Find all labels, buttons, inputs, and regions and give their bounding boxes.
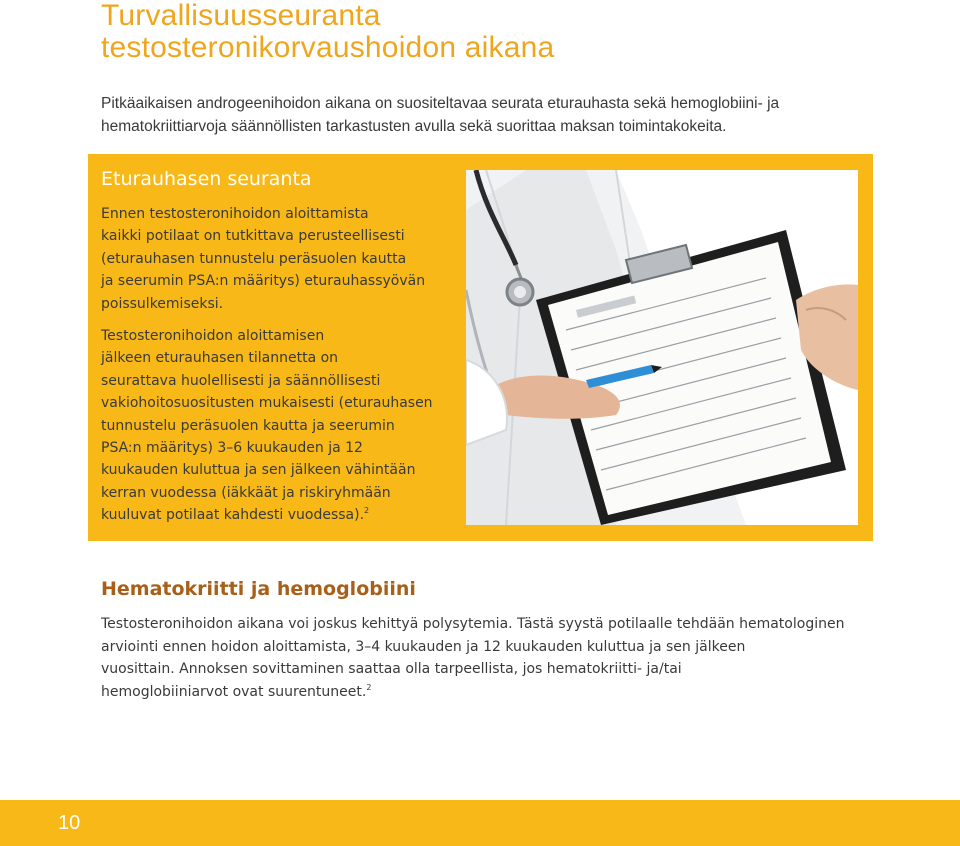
prostate-p2-line: vakiohoitosuositusten mukaisesti (eturauhasen — [101, 395, 433, 412]
prostate-p2-line: seurattava huolellisesti ja säännöllisesti — [101, 372, 381, 389]
hematocrit-line: arviointi ennen hoidon aloittamista, 3–4 kuukauden ja 12 kuukauden kuluttua ja sen jälkeen — [101, 638, 746, 655]
prostate-monitoring-heading: Eturauhasen seuranta — [101, 168, 312, 190]
reference-superscript: 2 — [366, 682, 372, 692]
prostate-p2-line: PSA:n määritys) 3–6 kuukauden ja 12 — [101, 440, 363, 457]
hematocrit-line-last — [101, 681, 901, 704]
prostate-p2-line: kerran vuodessa (iäkkäät ja riskiryhmään — [101, 484, 391, 501]
doctor-illustration — [466, 170, 858, 525]
reference-superscript: 2 — [364, 506, 370, 516]
hematocrit-heading: Hematokriitti ja hemoglobiini — [101, 578, 416, 600]
intro-line-2: hematokriittiarvoja säännöllisten tarkastusten avulla sekä suorittaa maksan toimintakokeita. — [101, 118, 727, 135]
intro-line-1: Pitkäaikaisen androgeenihoidon aikana on suositeltavaa seurata eturauhasta sekä hemoglobiini- ja — [101, 95, 780, 112]
prostate-p1-line: kaikki potilaat on tutkittava perusteellisesti — [101, 228, 405, 245]
prostate-p2-line: tunnustelu peräsuolen kautta ja seerumin — [101, 417, 395, 434]
doctor-with-clipboard-photo — [466, 170, 858, 525]
page-footer — [0, 800, 960, 846]
hematocrit-line: Testosteronihoidon aikana voi joskus kehittyä polysytemia. Tästä syystä potilaalle tehdään hematologinen — [101, 616, 845, 632]
intro-paragraph — [101, 92, 901, 138]
prostate-p2-line: kuukauden kuluttua ja sen jälkeen vähintään — [101, 462, 416, 479]
page-title — [101, 0, 554, 64]
prostate-p2-line: jälkeen eturauhasen tilannetta on — [101, 350, 339, 367]
prostate-p2-line-last — [101, 504, 446, 526]
prostate-p2-last-text: kuuluvat potilaat kahdesti vuodessa). — [101, 507, 365, 524]
hematocrit-last-text: hemoglobiiniarvot ovat suurentuneet. — [101, 683, 367, 700]
prostate-paragraph-2 — [101, 325, 446, 527]
prostate-p1-line: (eturauhasen tunnustelu peräsuolen kautta — [101, 250, 407, 267]
prostate-paragraph-1 — [101, 203, 446, 315]
prostate-p1-line: Ennen testosteronihoidon aloittamista — [101, 206, 369, 222]
hematocrit-line: vuosittain. Annoksen sovittaminen saattaa olla tarpeellista, jos hematokriitti- ja/tai — [101, 661, 682, 678]
prostate-p1-line: poissulkemiseksi. — [101, 295, 224, 312]
page-number: 10 — [58, 812, 81, 834]
hematocrit-paragraph — [101, 613, 901, 703]
prostate-p1-line: ja seerumin PSA:n määritys) eturauhassyövän — [101, 273, 426, 290]
page-title-line-2: testosteronikorvaushoidon aikana — [101, 31, 555, 64]
prostate-p2-line: Testosteronihoidon aloittamisen — [101, 328, 325, 344]
page-title-line-1: Turvallisuusseuranta — [101, 0, 381, 32]
